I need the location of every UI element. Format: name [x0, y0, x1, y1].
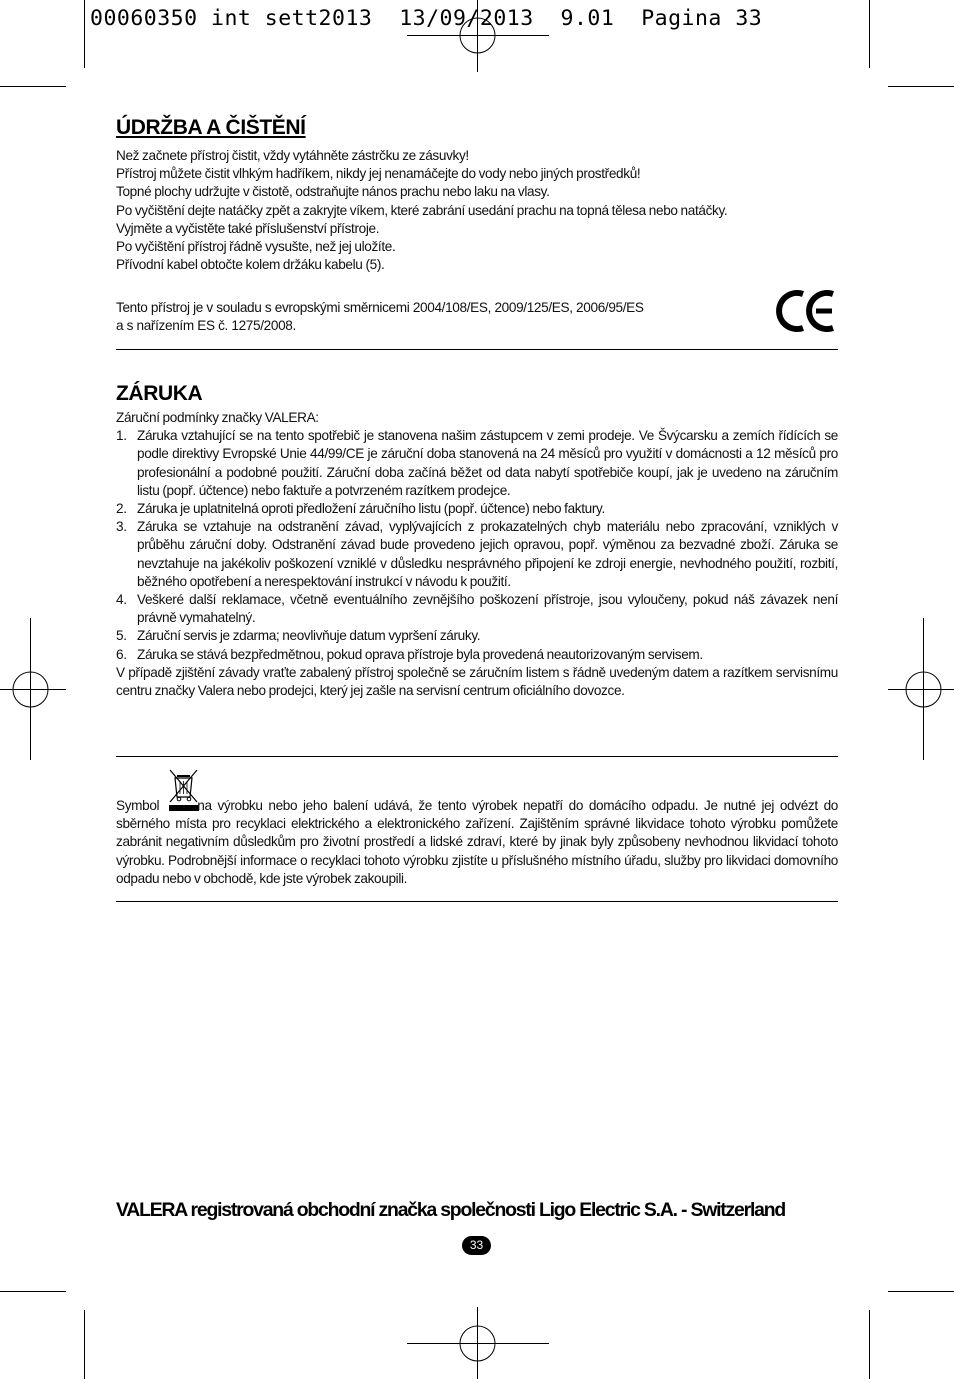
- section-divider: [116, 901, 838, 902]
- crop-mark: [869, 0, 870, 68]
- maintenance-body: [116, 147, 838, 274]
- warranty-title: ZÁRUKA: [116, 382, 203, 405]
- list-item: [116, 591, 838, 627]
- list-item-number: 2.: [116, 501, 127, 517]
- warranty-body: [116, 409, 838, 700]
- crop-mark: [888, 1291, 954, 1292]
- list-item-number: 3.: [116, 519, 127, 535]
- list-item: [116, 518, 838, 591]
- compliance-line: Tento přístroj je v souladu s evropskými směrnicemi 2004/108/ES, 2009/125/ES, 2006/95/ES: [116, 300, 644, 315]
- maintenance-line: Po vyčištění dejte natáčky zpět a zakryjte víkem, které zabrání usedání prachu na topná tělesa nebo natáčky.: [116, 202, 728, 218]
- list-item-text: Záruka se stává bezpředmětnou, pokud oprava přístroje byla provedená neautorizovaným servisem.: [137, 646, 703, 662]
- registration-mark-bottom: [407, 1307, 549, 1379]
- list-item: [116, 427, 838, 500]
- warranty-intro: Záruční podmínky značky VALERA:: [116, 410, 319, 425]
- maintenance-line: Po vyčištění přístroj řádně vysušte, než jej uložíte.: [116, 239, 396, 255]
- brand-footer: VALERA registrovaná obchodní značka společnosti Ligo Electric S.A. - Switzerland: [116, 1199, 786, 1221]
- maintenance-line: Vyjměte a vyčistěte také příslušenství přístroje.: [116, 220, 380, 236]
- section-divider: [116, 756, 838, 757]
- list-item: [116, 500, 838, 518]
- warranty-list: [116, 427, 838, 664]
- maintenance-line: Než začnete přístroj čistit, vždy vytáhněte zástrčku ze zásuvky!: [116, 148, 469, 163]
- maintenance-line: Přívodní kabel obtočte kolem držáku kabelu (5).: [116, 257, 385, 273]
- ce-mark-icon: [776, 288, 838, 334]
- weee-text: na výrobku nebo jeho balení udává, že tento výrobek nepatří do domácího odpadu. Je nutné jej odvézt do sběrného místa pro recyklaci elektrického a elektronického zařízení. Zajištěním správné likvidace tohoto výrobku pomůžete zabránit negativním důsledkům pro životní prostředí a lidské zdraví, které by jinak byly způsobeny nevhodnou likvidací tohoto výrobku. Podrobnější informace o recyklaci tohoto výrobku zjistíte u příslušného místního úřadu, služby pro likvidaci domovního odpadu nebo v obchodě, kde jste výrobek zakoupili.: [116, 798, 838, 886]
- registration-mark-left: [0, 618, 66, 760]
- crop-mark: [84, 1310, 85, 1379]
- list-item-number: 4.: [116, 592, 127, 608]
- list-item: [116, 646, 838, 664]
- weee-notice: [116, 797, 838, 888]
- list-item: [116, 627, 838, 645]
- crop-mark: [0, 1291, 66, 1292]
- printer-slug-line: 00060350 int sett2013 13/09/2013 9.01 Pagina 33: [90, 6, 763, 31]
- list-item-number: 6.: [116, 646, 127, 662]
- list-item-text: Záruka se vztahuje na odstranění závad, vyplývajících z prokazatelných chyb materiálu nebo zpracování, vzniklých v průběhu záruční doby. Odstranění závad bude provedeno jejich opravou, popř. výměnou za bezvadné zboží. Záruka se nevztahuje na jakékoliv poškození vzniklé v důsledku nesprávného připojení ke zdroji energie, nevhodného použití, rozbití, běžného opotřebení a nerespektování instrukcí v návodu k použití.: [137, 519, 838, 589]
- list-item-number: 1.: [116, 428, 127, 444]
- compliance-statement: [116, 299, 766, 335]
- list-item-number: 5.: [116, 628, 127, 644]
- list-item-text: Záruční servis je zdarma; neovlivňuje datum vypršení záruky.: [137, 628, 481, 644]
- weee-prefix: Symbol: [116, 798, 160, 813]
- maintenance-title: ÚDRŽBA A ČIŠTĚNÍ: [116, 116, 306, 139]
- section-divider: [116, 349, 838, 350]
- crop-mark: [869, 1310, 870, 1379]
- list-item-text: Veškeré další reklamace, včetně eventuálního zevnějšího poškození přístroje, jsou vyloučeny, pokud náš závazek není právně vymahatelný.: [137, 592, 838, 626]
- crop-mark: [0, 86, 66, 87]
- list-item-text: Záruka vztahující se na tento spotřebič je stanovena našim zástupcem v zemi prodeje. Ve Švýcarsku a zemích řídících se podle direktivy Evropské Unie 44/99/CE je záruční doba stanovená na 24 měsíců pro využití v domácnosti a 12 měsíců pro profesionální a podobné použití. Záruční doba začíná běžet od data nabytí spotřebiče koupí, jak je uvedeno na záručním listu (popř. účtence) nebo faktuře a potvrzeném razítkem prodejce.: [137, 428, 838, 498]
- crop-mark: [888, 86, 954, 87]
- page-number-badge: 33: [462, 1236, 491, 1255]
- crop-mark: [84, 0, 85, 68]
- maintenance-line: Topné plochy udržujte v čistotě, odstraňujte nános prachu nebo laku na vlasy.: [116, 184, 550, 200]
- warranty-closing: V případě zjištění závady vraťte zabalený přístroj společně se záručním listem s řádně uvedeným datem a razítkem servisnímu centru značky Valera nebo prodejci, který jej zašle na servisní centrum oficiálního dovozce.: [116, 664, 838, 699]
- list-item-text: Záruka je uplatnitelná oproti předložení záručního listu (popř. účtence) nebo faktury.: [137, 501, 605, 517]
- maintenance-line: Přístroj můžete čistit vlhkým hadříkem, nikdy jej nenamáčejte do vody nebo jiných prostředků!: [116, 166, 641, 182]
- compliance-line: a s nařízením ES č. 1275/2008.: [116, 318, 296, 334]
- registration-mark-right: [888, 618, 954, 760]
